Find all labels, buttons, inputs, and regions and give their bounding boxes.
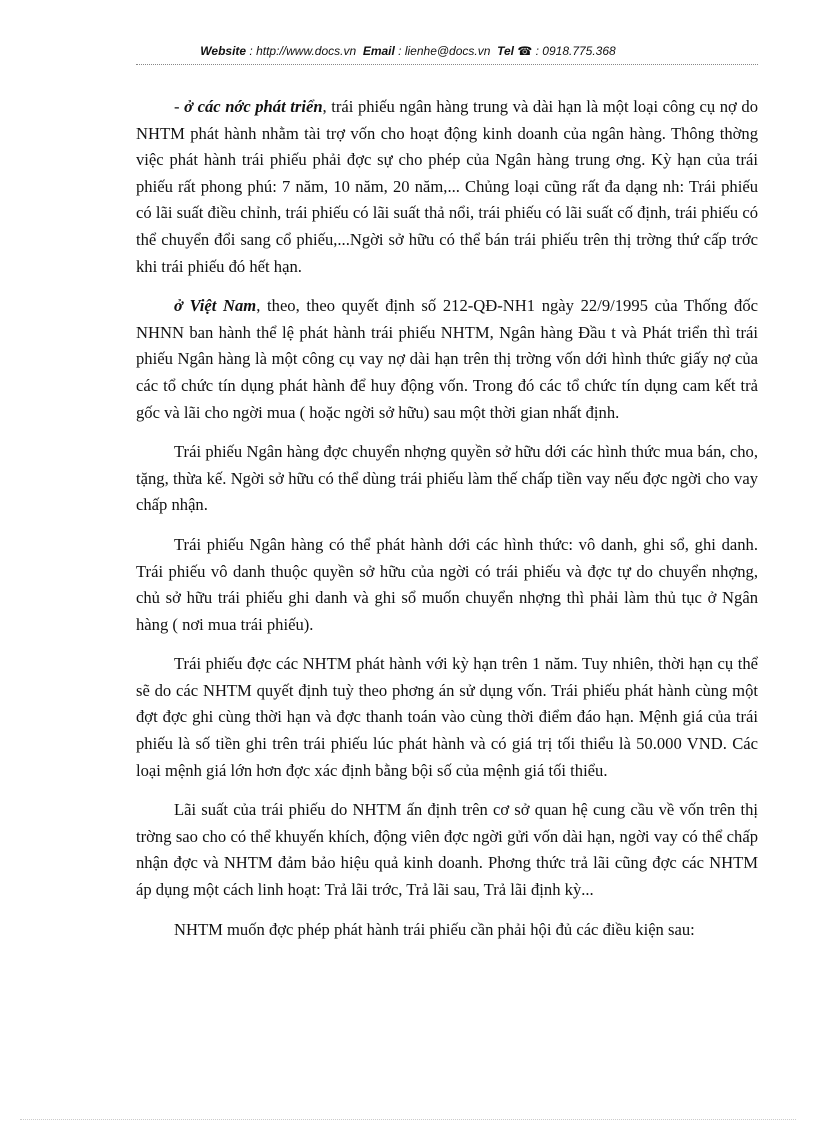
paragraph [136, 651, 758, 784]
paragraph [136, 94, 758, 280]
page-header [0, 44, 816, 58]
email-value: : lienhe@docs.vn [398, 44, 491, 58]
email-label: Email [362, 44, 395, 58]
footer-divider [20, 1119, 796, 1120]
header-divider [136, 64, 758, 65]
paragraph-text: NHTM muốn đợc phép phát hành trái phiếu cần phải hội đủ các điều kiện sau: [174, 919, 695, 939]
paragraph-text: Trái phiếu Ngân hàng có thể phát hành dới các hình thức: vô danh, ghi sổ, ghi danh. Trái phiếu vô danh thuộc quyền sở hữu của ngời có trái phiếu và đợc tự do chuyển nhợng, chủ sở hữu trái phiếu ghi danh và ghi sổ muốn chuyển nhợng thì phải làm thủ tục ở Ngân hàng ( nơi mua trái phiếu). [136, 534, 758, 634]
paragraph [136, 293, 758, 426]
paragraph-lead: ở Việt Nam [174, 296, 257, 316]
tel-label: Tel [497, 44, 514, 58]
paragraph [136, 439, 758, 519]
paragraph [136, 532, 758, 638]
paragraph-text: Trái phiếu Ngân hàng đợc chuyển nhợng quyền sở hữu dới các hình thức mua bán, cho, tặng, thừa kế. Ngời sở hữu có thể dùng trái phiếu làm thế chấp tiền vay nếu đợc ngời cho vay chấp nhận. [136, 442, 758, 515]
document-body [136, 94, 758, 956]
website-label: Website [200, 44, 247, 58]
paragraph-text: , theo, theo quyết định số 212-QĐ-NH1 ngày 22/9/1995 của Thống đốc NHNN ban hành thể lệ phát hành trái phiếu NHTM, Ngân hàng Đầu t và Phát triển thì trái phiếu Ngân hàng là một công cụ vay nợ dài hạn trên thị trờng vốn dới hình thức giấy nợ của các tổ chức tín dụng phát hành để huy động vốn. Trong đó các tổ chức tín dụng cam kết trả gốc và lãi cho ngời mua ( hoặc ngời sở hữu) sau một thời gian nhất định. [136, 296, 758, 422]
paragraph [136, 917, 758, 944]
bullet-dash: - [174, 97, 185, 116]
tel-value: : 0918.775.368 [535, 44, 616, 58]
phone-icon: ☎ [517, 44, 533, 58]
paragraph-text: Lãi suất của trái phiếu do NHTM ấn định trên cơ sở quan hệ cung cầu về vốn trên thị trờng sao cho có thể khuyến khích, động viên đợc ngời gửi vốn dài hạn, ngời vay có thể chấp nhận đợc và NHTM đảm bảo hiệu quả kinh doanh. Phơng thức trả lãi cũng đợc các NHTM áp dụng một cách linh hoạt: Trả lãi trớc, Trả lãi sau, Trả lãi định kỳ... [136, 800, 758, 900]
paragraph [136, 797, 758, 903]
website-value: : http://www.docs.vn [249, 44, 357, 58]
paragraph-lead: ở các nớc phát triển [184, 97, 323, 116]
paragraph-text: , trái phiếu ngân hàng trung và dài hạn là một loại công cụ nợ do NHTM phát hành nhằm tài trợ vốn cho hoạt động kinh doanh của ngân hàng. Thông thờng việc phát hành trái phiếu phải đợc sự cho phép của Ngân hàng trung ơng. Kỳ hạn của trái phiếu rất phong phú: 7 năm, 10 năm, 20 năm,... Chủng loại cũng rất đa dạng nh: Trái phiếu có lãi suất điều chỉnh, trái phiếu có lãi suất thả nổi, trái phiếu có lãi suất cố định, trái phiếu có thể chuyển đổi sang cổ phiếu,...Ngời sở hữu có thể bán trái phiếu trên thị trờng thứ cấp trớc khi trái phiếu đó hết hạn. [136, 97, 758, 276]
paragraph-text: Trái phiếu đợc các NHTM phát hành với kỳ hạn trên 1 năm. Tuy nhiên, thời hạn cụ thể sẽ do các NHTM quyết định tuỳ theo phơng án sử dụng vốn. Trái phiếu phát hành cùng một đợt đợc ghi cùng thời hạn và đợc thanh toán vào cùng thời điểm đáo hạn. Mệnh giá của trái phiếu là số tiền ghi trên trái phiếu lúc phát hành và có giá trị tối thiểu là 50.000 VND. Các loại mệnh giá lớn hơn đợc xác định bằng bội số của mệnh giá tối thiểu. [136, 654, 758, 780]
